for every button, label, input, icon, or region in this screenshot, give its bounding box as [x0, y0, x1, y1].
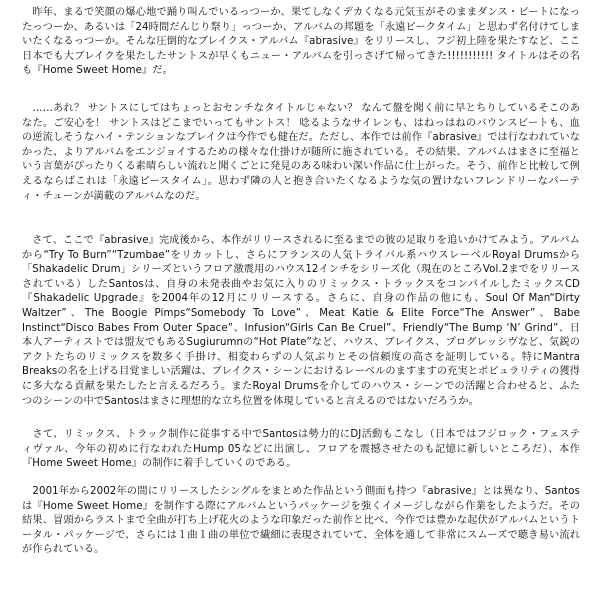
paragraph-album-production: 2001年から2002年の間にリリースしたシングルをまとめた作品という側面も持つ『abrasive』とは異なり、Santosは『Home Sweet Home』を制作する際にアルバムというパッケージを強くイメージしながら作業をしたようだ。その結果、冒頭からラストまで全曲が打ち上げ花火のような印象だった前作と比べ、今作では豊かな起伏がアルバムというトータル・パッケージで、さらには１曲１曲の単位で繊細に表現されていて、全体を通して非常にスムーズで聴き易い流れが作られている。 — [22, 486, 580, 556]
paragraph-title-explanation: ……あれ？ サントスにしてはちょっとおセンチなタイトルじゃない？ なんて盤を聞く前に早とちりしているそこのあなた。ご安心を！ サントスはどこまでいってもサントス！ 唸るようなサイレンも、はねっはねのバウンスビートも、血の逆流しそうなハイ・テンションなブレイクは今作でも健在だ。ただし、本作では前作『abrasive』では行なわれていなかった、よりアルバムをエンジョイするための様々な仕掛けが随所に施されている。その結果、アルバムはまさに至福という言葉がぴったりくる素晴らしい流れと聞くごとに発見のある味わい深い作品に仕上がった。そう、前作と比較して例えるならばこれは「永遠ピースタイム」。思わず隣の人と抱き合いたくなるような気の置けないフレンドリーなパーティ・チューンが満載のアルバムなのだ。 — [22, 103, 580, 202]
paragraph-career-history: さて、ここで『abrasive』完成後から、本作がリリースされるに至るまでの彼の足取りを追いかけてみよう。アルバムから“Try To Burn”“Tzumbae”をリカットし、さらにフランスの人気トライバル系ハウスレーベルRoyal Drumsから「Shakadelic Drum」シリーズというフロア激震用のハウス12インチをシリーズ化（現在のところVol.2までをリリースされている）したSantosは、自身の未発表曲やお気に入りのリミックス・トラックスをコンパイルしたミックスCD『Shakadelic Upgrade』を2004年の12月にリリースする。さらに、自身の作品の他にも、Soul Of Man“Dirty Waltzer”、The Boogie Pimps“Somebody To Love”、Meat Katie & Elite Force“The Answer”、Babe Instinct“Disco Babes From Outer Space”、Infusion“Girls Can Be Cruel”、Friendly“The Bump ‘N’ Grind”、日本人アーティストでは盟友でもあるSugiurumnの“Hot Plate”など、ハウス、ブレイクス、プログレッシヴなど、気鋭のアクトたちのリミックスを数多く手掛け、相変わらずの人気ぶりとその信頼度の高さを証明している。特にMantra Breaksの名を上げる目覚ましい活躍は、ブレイクス・シーンにおけるレーベルのますますの充実とポピュラリティの獲得に多大なる貢献を果たしたと言えるだろう。またRoyal Drumsを介してのハウス・シーンでの活躍と合わせると、ふたつのシーンの中でSantosはまさに理想的な立ち位置を体現していると言えるのではないだろうか。 — [22, 235, 580, 407]
paragraph-dj-activity: さて、リミックス、トラック制作に従事する中でSantosは勢力的にDJ活動もこなし（日本ではフジロック・フェスティヴァル、今年の初めに行なわれたHump 05などに出演し、フロアを震撼させたのも記憶に新しいところだ）、本作『Home Sweet Home』の制作に着手していくのである。 — [22, 429, 580, 470]
paragraph-intro: 昨年、まるで笑顔の爆心地で踊り叫んでいるっつーか、果てしなくデカくなる元気玉がそのままダンス・ビートになったっつーか、あるいは「24時間だんじり祭り」っつーか、アルバムの邦題を「永遠ピークタイム」と思わず名付けてしまいたくなるっつーか。そんな圧倒的なブレイクス・アルバム『abrasive』をリリースし、フジ初上陸を果たすなど、ここ日本でも大ブレイクを果たしたサントスが早くもニュー・アルバムを引っさげて帰ってきた!!!!!!!!!!! タイトルはその名も『Home Sweet Home』だ。 — [22, 7, 580, 77]
